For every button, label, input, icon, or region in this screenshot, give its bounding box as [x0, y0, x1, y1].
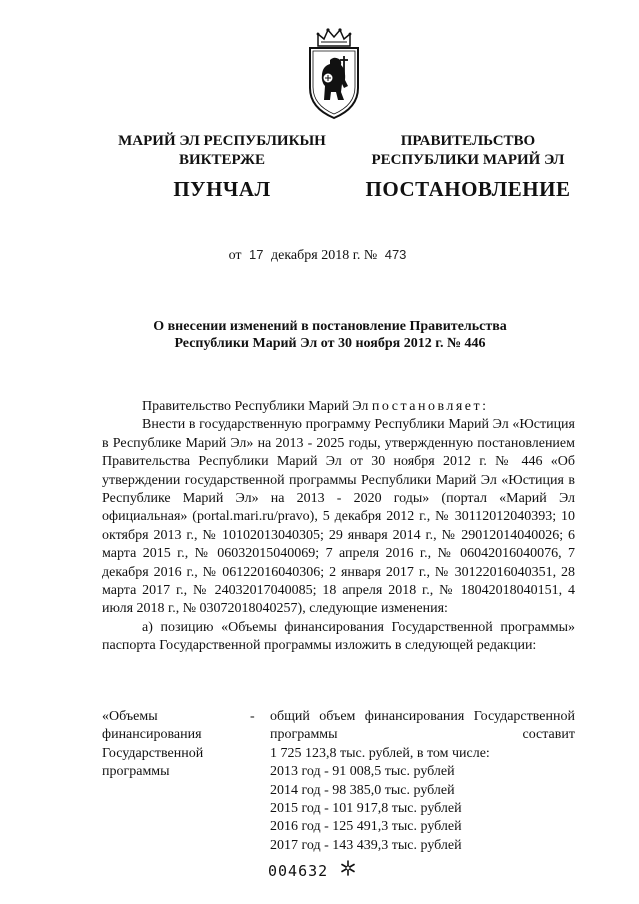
doctype-mari: ПУНЧАЛ [173, 177, 271, 201]
document-title-line2: Республики Марий Эл от 30 ноября 2012 г. № 446 [174, 336, 486, 351]
form-serial-number: 004632 [268, 862, 329, 880]
funding-value-line: 2013 год - 91 008,5 тыс. рублей [270, 764, 455, 780]
doctype-russian: ПОСТАНОВЛЕНИЕ [365, 177, 571, 201]
document-body [102, 398, 575, 656]
funding-value-line: 2014 год - 98 385,0 тыс. рублей [270, 782, 455, 798]
document-number: 473 [384, 247, 407, 262]
body-paragraph-2: а) позицию «Объемы финансирования Государственной программы» паспорта Государственной программы изложить в следующей редакции: [102, 619, 575, 654]
org-name-russian [354, 132, 582, 170]
date-line [0, 247, 639, 264]
funding-label-line: финансирования [102, 727, 202, 743]
funding-value-line: 2016 год - 125 491,3 тыс. рублей [270, 819, 462, 835]
org-name-mari-line2: ВИКТЕРЖЕ [178, 152, 266, 168]
org-name-russian-line2: РЕСПУБЛИКИ МАРИЙ ЭЛ [371, 152, 565, 168]
funding-table-dash: - [250, 709, 255, 724]
funding-label-line: «Объемы [102, 709, 158, 724]
intro-paragraph [102, 398, 575, 416]
body-paragraph-1: Внести в государственную программу Республики Марий Эл «Юстиция в Республике Марий Эл» на 2013 - 2025 годы, утвержденную постановлением Правительства Республики Марий Эл от 30 ноября 2012 г. № 446 «Об утверждении государственной программы Республики Марий Эл «Юстиция в Республике Марий Эл» на 2013 - 2020 годы» (портал «Марий Эл официальная» (portal.mari.ru/pravo), 5 декабря 2012 г., № 30112012040393; 10 октября 2013 г., № 10102013040305; 29 января 2014 г., № 29012014040026; 6 марта 2015 г., № 06032015040069; 7 апреля 2016 г., № 06042016040076, 7 декабря 2016 г., № 06122016040306; 2 января 2017 г., № 30122016040351, 28 марта 2017 г., № 24032017040085; 18 апреля 2018 г., № 18042018040151, 4 июля 2018 г., № 03072018040257), следующие изменения: [102, 417, 575, 617]
snowflake-mark-icon [340, 860, 356, 876]
funding-value-line: 2015 год - 101 917,8 тыс. рублей [270, 801, 462, 817]
funding-table-value [270, 708, 575, 855]
funding-table-label [102, 708, 232, 782]
intro-decree-word: постановляет: [371, 399, 489, 414]
funding-label-line: программы [102, 764, 170, 780]
date-prefix: от [228, 248, 242, 263]
date-day: 17 [249, 247, 264, 262]
document-title-line1: О внесении изменений в постановление Правительства [153, 319, 507, 334]
org-name-mari-line1: МАРИЙ ЭЛ РЕСПУБЛИКЫН [118, 133, 326, 149]
funding-total-intro: общий объем финансирования Государственной программы составит [270, 709, 575, 743]
intro-prefix: Правительство Республики Марий Эл [142, 399, 372, 414]
date-month-year: декабря 2018 г. № [270, 248, 378, 263]
org-name-russian-line1: ПРАВИТЕЛЬСТВО [400, 133, 536, 149]
document-title [100, 318, 560, 352]
funding-label-line: Государственной [102, 745, 204, 761]
coat-of-arms-emblem [304, 26, 364, 120]
funding-value-line: 2017 год - 143 439,3 тыс. рублей [270, 837, 462, 853]
funding-value-line: 1 725 123,8 тыс. рублей, в том числе: [270, 745, 490, 761]
org-name-mari [92, 132, 352, 170]
